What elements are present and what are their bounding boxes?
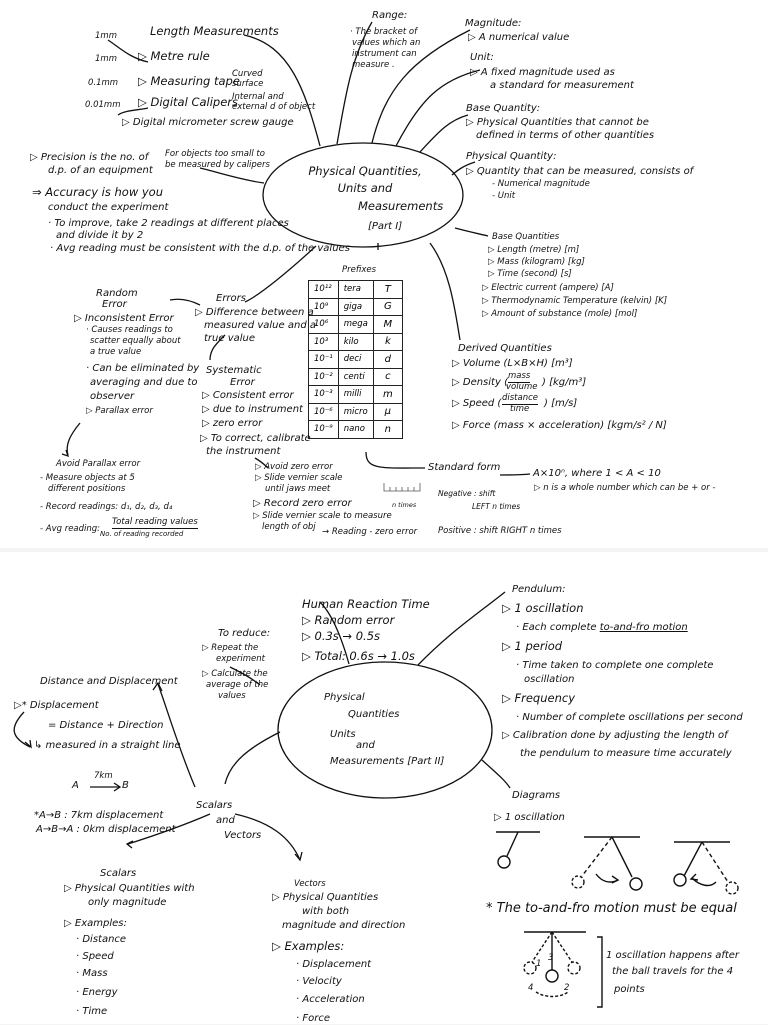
length-res-1: 1mm (95, 54, 117, 64)
speed-den: time (510, 404, 530, 414)
prefix-row (309, 281, 403, 299)
prefix-name: nano (338, 421, 373, 439)
prefix-name: giga (338, 298, 373, 316)
prefix-name: milli (338, 386, 373, 404)
standard-form-ntimes: n times (392, 501, 417, 509)
base-q-0: ▷ Length (metre) [m] (488, 245, 580, 255)
random-title2: Error (102, 299, 127, 310)
base-qty-title: Base Quantity: (466, 103, 541, 114)
accuracy-line1: ⇒ Accuracy is how you (32, 185, 164, 199)
point-1: 1 (536, 959, 542, 969)
base-qty-def1: ▷ Physical Quantities that cannot be (466, 117, 649, 128)
vectors-item-2: · Acceleration (296, 994, 365, 1005)
errors-def2: measured value and a (204, 320, 316, 331)
phys-qty-title: Physical Quantity: (466, 151, 557, 162)
prefix-row (309, 403, 403, 421)
scalars-item-1: · Speed (76, 951, 114, 962)
parallax-l3: - Record readings: d₁, d₂, d₃, d₄ (40, 502, 173, 512)
prefix-name: centi (338, 368, 373, 386)
prefix-symbol: G (373, 298, 402, 316)
density-pre: ▷ Density ( (452, 377, 508, 388)
pendulum-l2-pre: · Each complete (516, 622, 597, 633)
prefix-power: 10⁻⁶ (309, 403, 339, 421)
reduce-l1: ▷ Repeat the (202, 643, 259, 653)
random-l4: a true value (90, 347, 142, 357)
prefix-power: 10⁹ (309, 298, 339, 316)
small-note-1: For objects too small to (165, 149, 265, 159)
vectors-item-0: · Displacement (296, 959, 372, 970)
prefix-power: 10³ (309, 333, 339, 351)
zero-l4: ▷ Record zero error (253, 498, 352, 509)
vectors-l3: magnitude and direction (282, 920, 406, 931)
scalars-ex: ▷ Examples: (64, 918, 127, 929)
length-row-0: ▷ Metre rule (138, 49, 210, 63)
pendulum-diagrams (496, 832, 738, 1007)
point-2: 2 (564, 983, 570, 993)
diagrams-title: Diagrams (512, 790, 561, 801)
density-post: ) [kg/m³] (542, 377, 587, 388)
prefix-name: kilo (338, 333, 373, 351)
prefix-name: mega (338, 316, 373, 334)
pendulum-title: Pendulum: (512, 584, 566, 595)
random-title1: Random (96, 288, 138, 299)
prefixes-title: Prefixes (342, 265, 377, 275)
systematic-l4: ▷ To correct, calibrate (200, 433, 311, 444)
parallax-avg-pre: - Avg reading: (40, 524, 101, 534)
pendulum-l5: oscillation (524, 674, 575, 685)
caliper-note-2: external d of object (232, 102, 316, 112)
speed-pre: ▷ Speed ( (452, 398, 502, 409)
reaction-l1: ▷ Random error (302, 613, 395, 627)
prefix-symbol: μ (373, 403, 402, 421)
avg-consistent: · Avg reading must be consistent with the d.p. of the values (50, 243, 350, 254)
p2-center-line5: Measurements [Part II] (330, 756, 445, 767)
prefix-row (309, 316, 403, 334)
bracket-note-3: points (614, 984, 645, 995)
density-den: volume (506, 382, 538, 392)
scalars-l1: ▷ Physical Quantities with (64, 883, 195, 894)
base-quantities-title: Base Quantities (492, 232, 560, 242)
zero-l5: ▷ Slide vernier scale to measure (253, 511, 392, 521)
improve-line2: and divide it by 2 (56, 230, 144, 241)
prefix-power: 10⁶ (309, 316, 339, 334)
sv-l1: Scalars (196, 800, 233, 811)
random-l6: averaging and due to (90, 377, 198, 388)
reduce-title: To reduce: (218, 628, 271, 639)
standard-form-neg2: LEFT n times (472, 502, 521, 511)
prefix-power: 10⁻⁹ (309, 421, 339, 439)
caliper-note-1: Internal and (232, 92, 284, 102)
prefix-symbol: M (373, 316, 402, 334)
standard-form-n: ▷ n is a whole number which can be + or - (534, 483, 716, 493)
standard-form-title: Standard form (428, 462, 501, 473)
scalars-item-0: · Distance (76, 934, 127, 945)
distance-l4: *A→B : 7km displacement (34, 810, 164, 821)
reduce-l4: average of the (206, 680, 269, 690)
point-3: 3 (548, 953, 554, 963)
zero-l7: → Reading - zero error (322, 527, 418, 537)
pendulum-l1: ▷ 1 oscillation (502, 601, 584, 615)
reaction-l2: ▷ 0.3s → 0.5s (302, 629, 381, 643)
range-line1: · The bracket of (350, 27, 418, 37)
reaction-title: Human Reaction Time (302, 597, 430, 611)
random-l3: scatter equally about (90, 336, 181, 346)
length-row-3: ▷ Digital micrometer screw gauge (122, 117, 294, 128)
random-l1: ▷ Inconsistent Error (74, 313, 174, 324)
precision-line1: ▷ Precision is the no. of (30, 152, 149, 163)
vectors-l2: with both (302, 906, 350, 917)
derived-force: ▷ Force (mass × acceleration) [kgm/s² / N] (452, 420, 667, 431)
diagrams-sub: ▷ 1 oscillation (494, 812, 565, 823)
prefix-power: 10⁻¹ (309, 351, 339, 369)
distance-l1: ▷* Displacement (14, 700, 99, 711)
length-row-2: ▷ Digital Calipers (138, 95, 239, 109)
vectors-ex: ▷ Examples: (272, 939, 345, 953)
prefix-symbol: T (373, 281, 402, 299)
phys-qty-def2: - Numerical magnitude (492, 179, 590, 189)
range-line3: instrument can (352, 49, 417, 59)
prefix-symbol: c (373, 368, 402, 386)
standard-form-formula: A×10ⁿ, where 1 < A < 10 (533, 468, 661, 479)
center-title-line2: Units and (337, 181, 393, 195)
range-line2: values which an (352, 38, 421, 48)
systematic-title1: Systematic (206, 365, 262, 376)
parallax-avg-num: Total reading values (112, 517, 198, 527)
range-title: Range: (372, 10, 408, 21)
magnitude-def: ▷ A numerical value (468, 32, 570, 43)
prefix-row (309, 351, 403, 369)
prefix-symbol: k (373, 333, 402, 351)
prefix-power: 10⁻² (309, 368, 339, 386)
vectors-title: Vectors (294, 879, 326, 889)
zero-l2: ▷ Slide vernier scale (255, 473, 343, 483)
pendulum-l3: ▷ 1 period (502, 639, 563, 653)
distance-title: Distance and Displacement (40, 676, 178, 687)
tape-note-1: Curved (232, 69, 263, 79)
parallax-l1: - Measure objects at 5 (40, 473, 135, 483)
arrow-b: B (122, 780, 129, 791)
prefix-name: micro (338, 403, 373, 421)
base-q-4: ▷ Thermodynamic Temperature (kelvin) [K] (482, 296, 668, 306)
prefix-name: tera (338, 281, 373, 299)
prefix-symbol: d (373, 351, 402, 369)
derived-title: Derived Quantities (458, 343, 552, 354)
scalars-l2: only magnitude (88, 897, 167, 908)
center-title-line1: Physical Quantities, (308, 164, 422, 178)
prefix-row (309, 368, 403, 386)
sv-l2: and (216, 815, 235, 826)
pendulum-l2-underline: to-and-fro motion (599, 622, 688, 633)
center-title-line4: [Part I] (368, 221, 403, 232)
vectors-l1: ▷ Physical Quantities (272, 892, 379, 903)
length-res-0: 1mm (95, 31, 117, 41)
distance-l5: A→B→A : 0km displacement (36, 824, 176, 835)
prefix-row (309, 333, 403, 351)
errors-def3: true value (204, 333, 256, 344)
parallax-title: Avoid Parallax error (56, 459, 141, 469)
speed-post: ) [m/s] (544, 398, 578, 409)
arrow-label: 7km (94, 771, 113, 781)
p2-center-line4: and (356, 740, 375, 751)
scalars-item-4: · Time (76, 1006, 108, 1017)
length-title: Length Measurements (150, 24, 279, 38)
pendulum-l6: ▷ Frequency (502, 691, 575, 705)
scalars-item-2: · Mass (76, 968, 108, 979)
distance-l2: = Distance + Direction (48, 720, 164, 731)
scalars-item-3: · Energy (76, 987, 118, 998)
speed-num: distance (502, 393, 539, 403)
reaction-l3: ▷ Total: 0.6s → 1.0s (302, 649, 415, 663)
base-qty-def2: defined in terms of other quantities (476, 130, 655, 141)
base-q-1: ▷ Mass (kilogram) [kg] (488, 257, 585, 267)
scalars-title: Scalars (100, 868, 137, 879)
unit-def1: ▷ A fixed magnitude used as (470, 67, 615, 78)
prefix-power: 10⁻³ (309, 386, 339, 404)
random-l7: observer (90, 391, 135, 402)
prefix-table (308, 280, 403, 439)
systematic-l2: ▷ due to instrument (202, 404, 303, 415)
base-q-5: ▷ Amount of substance (mole) [mol] (482, 309, 638, 319)
accuracy-line2: conduct the experiment (48, 202, 169, 213)
prefix-power: 10¹² (309, 281, 339, 299)
random-l5: · Can be eliminated by (86, 363, 200, 374)
pendulum-l8: ▷ Calibration done by adjusting the length of (502, 730, 728, 741)
pendulum-l2 (516, 622, 688, 634)
parallax-l2: different positions (48, 484, 126, 494)
prefix-symbol: n (373, 421, 402, 439)
precision-line2: d.p. of an equipment (48, 165, 153, 176)
pendulum-l7: · Number of complete oscillations per second (516, 712, 743, 723)
pendulum-l9: the pendulum to measure time accurately (520, 748, 732, 759)
unit-title: Unit: (470, 52, 494, 63)
errors-title: Errors (216, 293, 246, 304)
prefix-row (309, 298, 403, 316)
standard-form-neg1: Negative : shift (438, 489, 496, 498)
bracket-note-2: the ball travels for the 4 (612, 966, 734, 977)
range-line4: measure . (352, 60, 395, 70)
zero-l1: ▷ Avoid zero error (255, 462, 333, 472)
systematic-l3: ▷ zero error (202, 418, 263, 429)
prefix-row (309, 386, 403, 404)
prefix-name: deci (338, 351, 373, 369)
p2-center-line2: Quantities (348, 709, 400, 720)
magnitude-title: Magnitude: (465, 18, 522, 29)
mindmap-part-2 (0, 552, 768, 1024)
p2-center-line1: Physical (324, 692, 365, 703)
prefix-row (309, 421, 403, 439)
sv-l3: Vectors (224, 830, 262, 841)
zero-l6: length of obj (262, 522, 316, 532)
improve-line1: · To improve, take 2 readings at different places (48, 218, 289, 229)
p2-center-line3: Units (330, 729, 356, 740)
vectors-item-3: · Force (296, 1013, 330, 1024)
random-l2: · Causes readings to (86, 325, 173, 335)
vectors-item-1: · Velocity (296, 976, 342, 987)
length-res-3: 0.01mm (85, 100, 121, 110)
reduce-l2: experiment (216, 654, 265, 664)
point-4: 4 (528, 983, 534, 993)
base-q-2: ▷ Time (second) [s] (488, 269, 572, 279)
errors-def1: ▷ Difference between a (195, 307, 314, 318)
center-title-line3: Measurements (358, 199, 444, 213)
phys-qty-def3: - Unit (492, 191, 516, 201)
distance-l3: ↳ measured in a straight line (34, 740, 181, 751)
unit-def2: a standard for measurement (490, 80, 634, 91)
systematic-l5: the instrument (206, 446, 281, 457)
derived-volume: ▷ Volume (L×B×H) [m³] (452, 358, 573, 369)
parallax-avg-den: No. of reading recorded (100, 530, 184, 538)
tape-note-2: surface (232, 79, 264, 89)
small-note-2: be measured by calipers (165, 160, 270, 170)
base-q-3: ▷ Electric current (ampere) [A] (482, 283, 614, 293)
prefix-symbol: m (373, 386, 402, 404)
pendulum-l4: · Time taken to complete one complete (516, 660, 714, 671)
random-l8: ▷ Parallax error (86, 406, 153, 416)
bracket-note-1: 1 oscillation happens after (606, 950, 740, 961)
reduce-l5: values (218, 691, 246, 701)
arrow-a: A (72, 780, 79, 791)
diagrams-star: * The to-and-fro motion must be equal (486, 901, 737, 916)
systematic-title2: Error (230, 377, 255, 388)
density-num: mass (508, 371, 531, 381)
phys-qty-def1: ▷ Quantity that can be measured, consists of (466, 166, 694, 177)
reduce-l3: ▷ Calculate the (202, 669, 268, 679)
zero-l3: until jaws meet (265, 484, 331, 494)
length-res-2: 0.1mm (88, 78, 119, 88)
standard-form-pos: Positive : shift RIGHT n times (438, 526, 562, 536)
systematic-l1: ▷ Consistent error (202, 390, 294, 401)
length-row-1: ▷ Measuring tape (138, 74, 240, 88)
